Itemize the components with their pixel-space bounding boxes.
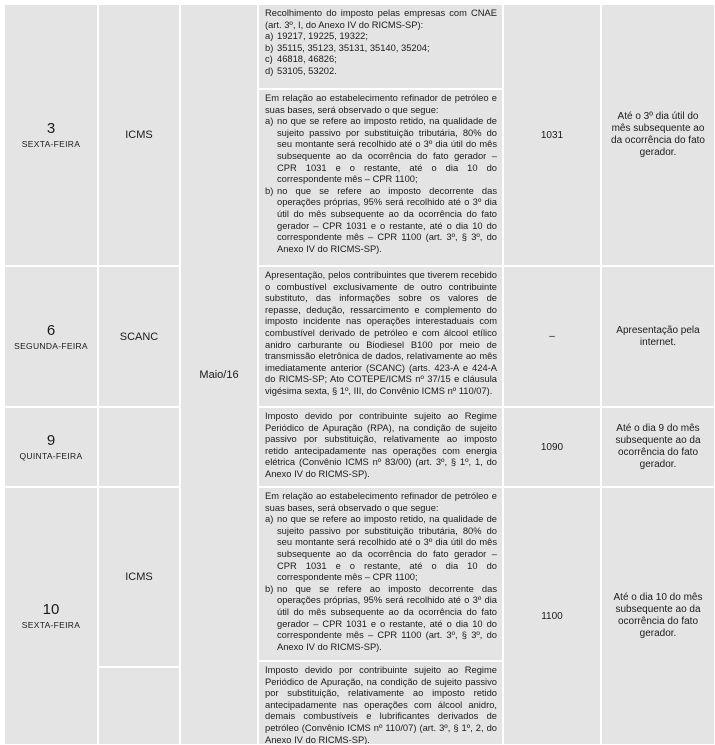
list-item: c) 46818, 46826; [265,54,337,65]
date-cell-9 [4,407,98,487]
due-cell-3 [601,4,715,266]
month-label: Maio/16 [199,368,239,381]
code-cell-9 [503,407,601,487]
due-cell-9 [601,407,715,487]
weekday: SEGUNDA-FEIRA [14,340,88,351]
list-item: d) 53105, 53202. [265,65,337,76]
description-cell-3b [258,89,503,266]
weekday: SEXTA-FEIRA [21,139,81,149]
tax-label: SCANC [119,330,159,343]
list-item: a) no que se refere ao imposto retido, na qualidade de sujeito passivo por substituição tributária, 80% do seu montante será recolhido até o 3º dia útil do mês subsequente ao da ocorrência do fato gerador – CPR 1031 e o restante, até o dia 10 do correspondente mês – CPR 1100; [265,514,497,583]
weekday: QUINTA-FEIRA [19,451,83,461]
day-number: 6 [46,321,56,339]
tax-cell-9 [98,407,180,487]
day-number: 9 [46,432,56,449]
month-cell [180,4,258,745]
tax-cell-6 [98,266,180,407]
due-cell-6 [601,266,715,407]
description-text: Imposto devido por contribuinte sujeito ao Regime Periódico de Apuração (RPA), na condição de sujeito passivo por substituição, relativamente ao imposto retido antecipadamente nas operações com energia elétrica (Convênio ICMS nº 83/00) (art. 3º, § 1º, 1, do Anexo IV do RICMS-SP). [265,411,497,479]
code-cell-3 [503,4,601,266]
cnae-list [265,31,497,77]
description-intro: Em relação ao estabelecimento refinador de petróleo e suas bases, será observado o que segue: [265,93,497,115]
due-text: Apresentação pela internet. [616,324,700,348]
date-cell-6 [4,266,98,407]
list-item: a) 19217, 19225, 19322; [265,31,368,42]
description-cell-6 [258,266,503,407]
day-number: 10 [42,601,60,618]
list-item: b) no que se refere ao imposto decorrente das operações próprias, 95% será recolhido até o 3º dia útil do mês subsequente ao da ocorrência do fato gerador – CPR 1031 e o restante, até o dia 10 do correspondente mês – CPR 1100 (art. 3º, § 3º, do Anexo IV do RICMS-SP). [265,583,497,652]
due-text: Até o 3º dia útil do mês subsequente ao da ocorrência do fato gerador. [611,111,705,158]
tax-label: ICMS [125,129,153,141]
description-text: Imposto devido por contribuinte sujeito ao Regime Periódico de Apuração, na condição de sujeito passivo por substituição, relativamente ao imposto retido antecipadamente nas operações com álcool anidro, demais combustíveis e lubrificantes derivados de petróleo (Convênio ICMS nº 110/07) (art. 3º, § 1º, 2, do Anexo IV do RICMS-SP). [265,665,497,745]
description-cell-3a [258,4,503,89]
description-cell-9 [258,407,503,487]
tax-cell-10 [98,487,180,667]
payment-code: 1100 [541,610,563,622]
code-cell-6 [503,266,601,407]
due-cell-10 [601,487,715,745]
list-item: b) 35115, 35123, 35131, 35140, 35204; [265,42,430,53]
payment-code: 1031 [540,129,564,141]
code-cell-10 [503,487,601,745]
weekday: SEXTA-FEIRA [21,620,81,630]
date-cell-3 [4,4,98,266]
tax-cell-3 [98,4,180,266]
payment-code: 1090 [540,441,564,453]
description-cell-10a [258,487,503,661]
tax-label: ICMS [125,571,153,583]
description-intro: Recolhimento do imposto pelas empresas com CNAE (art. 3º, I, do Anexo IV do RICMS-SP): [265,8,497,30]
due-text: Até o dia 9 do mês subsequente ao da ocorrência do fato gerador. [615,423,701,470]
tax-cell-10-empty [98,667,180,745]
list-item: a) no que se refere ao imposto retido, na qualidade de sujeito passivo por substituição tributária, 80% do seu montante será recolhido até o 3º dia útil do mês subsequente ao da ocorrência do fato gerador – CPR 1031 e o restante, até o dia 10 do correspondente mês – CPR 1100; [265,116,497,185]
day-number: 3 [46,120,56,137]
payment-code: – [549,331,555,342]
description-intro: Em relação ao estabelecimento refinador de petróleo e suas bases, será observado o que segue: [265,491,497,513]
due-text: Até o dia 10 do mês subsequente ao da ocorrência do fato gerador. [613,592,703,639]
list-item: b) no que se refere ao imposto decorrente das operações próprias, 95% será recolhido até o 3º dia útil do mês subsequente ao da ocorrência do fato gerador – CPR 1031 e o restante, até o dia 10 do correspondente mês – CPR 1100 (art. 3º, § 3º, do Anexo IV do RICMS-SP). [265,185,497,254]
description-text: Apresentação, pelos contribuintes que tiverem recebido o combustível exclusivamente de outro contribuinte substituto, das informações sobre os valores de repasse, dedução, ressarcimento e complemento do imposto incidente nas operações interestaduais com combustível derivado de petróleo e com álcool etílico anidro carburante ou Biodiesel B100 por meio de transmissão eletrônica de dados, relativamente ao mês imediatamente anterior (SCANC) (arts. 423-A e 424-A do RICMS-SP; Ato COTEPE/ICMS nº 37/15 e cláusula vigésima sexta, § 1º, III, do Convênio ICMS nº 110/07). [265,270,497,396]
date-cell-10 [4,487,98,745]
description-cell-10b [258,661,503,745]
